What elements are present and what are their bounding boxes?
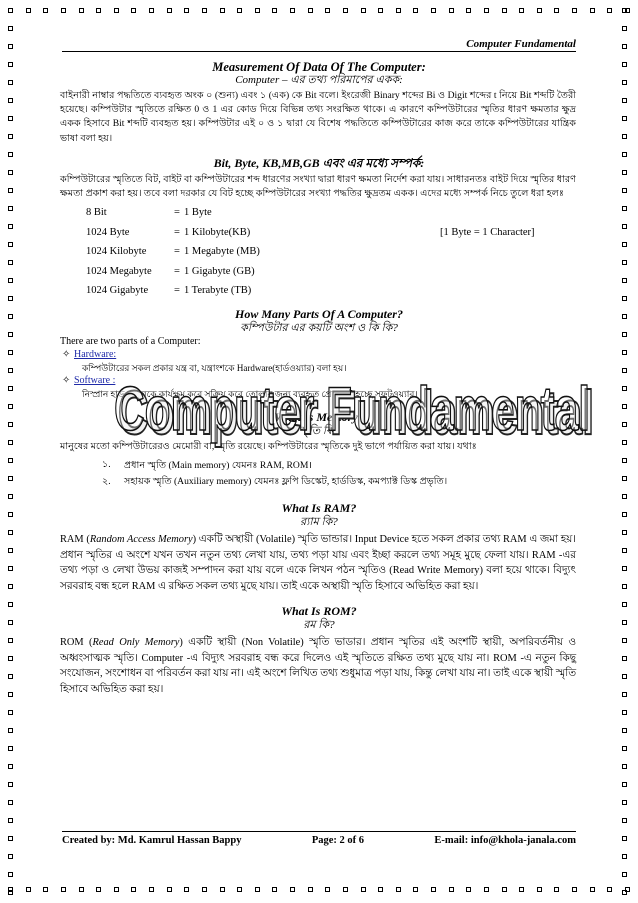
rom-term: ROM <box>60 637 84 649</box>
footer-creator: Created by: Md. Kamrul Hassan Bappy <box>62 835 242 846</box>
ram-term: RAM <box>60 534 84 546</box>
rom-expansion: Read Only Memory <box>92 637 180 649</box>
paragraph-rom: ROM (Read Only Memory) একটি স্থায়ী (Non Volatile) স্মৃতি ভাডার। প্রধান স্মৃতির এই অংশটি স্থায়ী, অপরিবর্তনীয় ও অধ্বংসাত্মক স্মৃতি। Computer -এ বিদ্যুৎ সরবরাহ বন্ধ করে দিলেও এই স্মৃতিতে রক্ষিত তথ্য মুছে যায় না। ROM -এ নতুন কিছু সংযোজন, সংশোধন বা পরিবর্তন করা যায় না। এই অংশে লিখিত তথ্য শুধুমাত্র পড়া যায়, কিন্তু লেখা যায় না। তাই একে স্থায়ী স্মৃতি হিসাবে অভিহিত করা হয়। <box>60 637 576 695</box>
software-link[interactable]: Software : <box>74 375 116 387</box>
page-border-bottom <box>8 887 630 895</box>
paragraph-units: কম্পিউটারের স্মৃতিতে বিট, বাইট বা কম্পিউটারের শব্দ ধারণের সংখ্যা দ্বারা ধারণ ক্ষমতা নির্দেশ করা যায়। সাধারনতঃ বাইট দিয়ে স্মৃতির ধারণ ক্ষমতা প্রকাশ করা হয়। তবে বলা দরকার যে বিট হচ্ছে কম্পিউটারের সংখ্যা পদ্ধতির ক্ষুদ্রতম একক। এদের মধ্যে সম্পর্ক নিচে তুলে ধরা হলঃ <box>60 173 576 200</box>
unit-equals: = <box>174 285 180 297</box>
diamond-bullet-icon: ✧ <box>62 349 71 361</box>
section-title-ram: What Is RAM? <box>281 501 357 516</box>
section-subtitle-rom: রম কি? <box>303 619 335 632</box>
footer-email[interactable]: E-mail: info@khola-janala.com <box>434 835 576 846</box>
unit-left: 8 Bit <box>86 207 107 219</box>
running-header: Computer Fundamental <box>62 38 576 52</box>
unit-left: 1024 Kilobyte <box>86 246 147 258</box>
page-border-top <box>8 8 630 16</box>
watermark-shadow: Computer Fundamental <box>118 379 594 448</box>
page-border-right <box>622 8 630 895</box>
paragraph-ram: RAM (Random Access Memory) একটি অস্থায়ী (Volatile) স্মৃতি ভান্ডার। Input Device হতে সকল প্রকার তথ্য RAM এ জমা হয়। প্রধান স্মৃতির এ অংশে যখন তখন নতুন তথ্য লেখা যায়, তথ্য পড়া যায় এবং ইচ্ছা করলে তথ্য সমূহ মুছে ফেলা যায়। RAM -এর তথ্য পড়া ও লেখা উভয় কাজই সম্পাদন করা যায় বলে একে লিখন পঠন স্মৃতিও (Read Write Memory) বলা হয়ে থাকে। বিদ্যুৎ সরবরাহ বন্ধ হলে RAM এ রক্ষিত সকল তথ্য মুছে যায়। তাই একে অস্থায়ী স্মৃতি হিসাবে অভিহিত করা হয়। <box>60 534 577 592</box>
footer-page-number: Page: 2 of 6 <box>311 835 365 846</box>
section-title-units: Bit, Byte, KB,MB,GB এবং এর মধ্যে সম্পর্ক: <box>213 155 425 170</box>
section-title-memory: What Is Memory? <box>274 410 364 425</box>
unit-table <box>86 203 576 301</box>
unit-right: 1 Kilobyte(KB) <box>184 226 251 238</box>
bullet-hardware <box>62 349 576 374</box>
software-description: নিস্প্রান হার্ডওয়্যারকে কার্যক্ষম করে সক্রিয় করে তোলার জন্য ব্যবহৃত প্রোগ্রামই হচ্ছে সফটওয়্যার। <box>82 388 418 399</box>
section-subtitle-parts: কম্পিউটার এর কয়টি অংশ ও কি কি? <box>240 321 398 334</box>
unit-right: 1 Byte <box>184 207 212 219</box>
section-subtitle-ram: র‌্যাম কি? <box>300 516 338 529</box>
paragraph-bit: বাইনারী নাম্বার পদ্ধতিতে ব্যবহৃত অংক ০ (শুন্য) এবং ১ (এক) কে Bit বলে। ইংরেজী Binary শব্দের Bi ও Digit শব্দের t নিয়ে Bit শব্দটি তৈরী হয়েছে। কম্পিউটার স্মৃতিতে রক্ষিত 0 ও 1 এর কোড দিয়ে বিভিন্ন তথ্য সংরক্ষিত থাকে। এ কারণে কম্পিউটারের স্মৃতির ধারণ ক্ষমতার ক্ষুদ্র একক হিসাবে Bit শব্দটি ব্যবহৃত হয়। কম্পিউটার এই ০ ও ১ দ্বারা যে বিশেষ পদ্ধতিতে কম্পিউটারের কাজ করে তাকে কম্পিউটারের যান্ত্রিক ভাষা বলা হয়। <box>60 90 576 144</box>
unit-right: 1 Megabyte (MB) <box>184 246 260 258</box>
section-title-rom: What Is ROM? <box>281 604 357 619</box>
paragraph-memory: মানুষের মতো কম্পিউটারেরও মেমোরী বা, স্মৃতি রয়েছে। কম্পিউটারের স্মৃতিকে দুই ভাগে পর্যায়িত করা যায়। যথাঃ <box>60 441 477 453</box>
unit-left: 1024 Byte <box>86 226 130 238</box>
list-item <box>102 474 576 491</box>
unit-left: 1024 Gigabyte <box>86 285 149 297</box>
unit-right: 1 Terabyte (TB) <box>184 285 252 297</box>
list-item <box>102 457 576 474</box>
unit-row <box>86 281 576 301</box>
section-subtitle-memory: স্মৃতি কি? <box>298 425 340 438</box>
page-border-left <box>8 8 16 895</box>
unit-equals: = <box>174 207 180 219</box>
rom-text: একটি স্থায়ী (Non Volatile) স্মৃতি ভাডার। প্রধান স্মৃতির এই অংশটি স্থায়ী, অপরিবর্তনীয় ও অধ্বংসাত্মক স্মৃতি। Computer -এ বিদ্যুৎ সরবরাহ বন্ধ করে দিলেও এই স্মৃতিতে রক্ষিত তথ্য মুছে যায় না। ROM -এ নতুন কিছু সংযোজন, সংশোধন বা পরিবর্তন করা যায় না। এই অংশে লিখিত তথ্য শুধুমাত্র পড়া যায়, কিন্তু লেখা যায় না। তাই একে স্থায়ী স্মৃতি হিসাবে অভিহিত করা হয়। <box>60 637 576 695</box>
diamond-bullet-icon: ✧ <box>62 375 71 387</box>
unit-equals: = <box>174 246 180 258</box>
hardware-description: কম্পিউটারের সকল প্রকার যন্ত্র বা, যন্ত্রাংশকে Hardware(হার্ডওয়্যার) বলা হয়। <box>82 362 347 373</box>
unit-equals: = <box>174 265 180 277</box>
list-text: সহায়ক স্মৃতি (Auxiliary memory) যেমনঃ ফ্লপি ডিস্কেট, হার্ডডিস্ক, কমপ্যাক্ট ডিস্ক প্রভৃতি। <box>124 476 448 488</box>
ram-expansion: Random Access Memory <box>89 534 193 546</box>
unit-right: 1 Gigabyte (GB) <box>184 265 255 277</box>
ram-text: একটি অস্থায়ী (Volatile) স্মৃতি ভান্ডার। Input Device হতে সকল প্রকার তথ্য RAM এ জমা হয়। প্রধান স্মৃতির এ অংশে যখন তখন নতুন তথ্য লেখা যায়, তথ্য পড়া যায় এবং ইচ্ছা করলে তথ্য সমূহ মুছে ফেলা যায়। RAM -এর তথ্য পড়া ও লেখা উভয় কাজই সম্পাদন করা যায় বলে একে লিখন পঠন স্মৃতিও (Read Write Memory) বলা হয়ে থাকে। বিদ্যুৎ সরবরাহ বন্ধ হলে RAM এ রক্ষিত সকল তথ্য মুছে যায়। তাই একে অস্থায়ী স্মৃতি হিসাবে অভিহিত করা হয়। <box>60 534 577 592</box>
document-page <box>62 38 576 868</box>
unit-left: 1024 Megabyte <box>86 265 152 277</box>
unit-equals: = <box>174 226 180 238</box>
hardware-link[interactable]: Hardware: <box>74 349 117 361</box>
section-subtitle-measurement: Computer – এর তথ্য পরিমাপের একক: <box>235 74 403 86</box>
page-footer <box>62 831 576 846</box>
unit-note: [1 Byte = 1 Character] <box>440 226 535 238</box>
unit-row <box>86 262 576 282</box>
list-number: ১. <box>102 459 111 471</box>
section-title-parts: How Many Parts Of A Computer? <box>235 306 403 321</box>
unit-row <box>86 223 576 243</box>
unit-row <box>86 203 576 223</box>
watermark-text: Computer Fundamental <box>114 375 590 444</box>
list-number: ২. <box>102 476 111 488</box>
bullet-software <box>62 375 576 400</box>
unit-row <box>86 242 576 262</box>
section-title-measurement: Measurement Of Data Of The Computer: <box>212 60 426 74</box>
parts-intro: There are two parts of a Computer: <box>60 335 201 347</box>
list-text: প্রধান স্মৃতি (Main memory) যেমনঃ RAM, ROM। <box>124 459 313 471</box>
memory-list <box>102 457 576 491</box>
